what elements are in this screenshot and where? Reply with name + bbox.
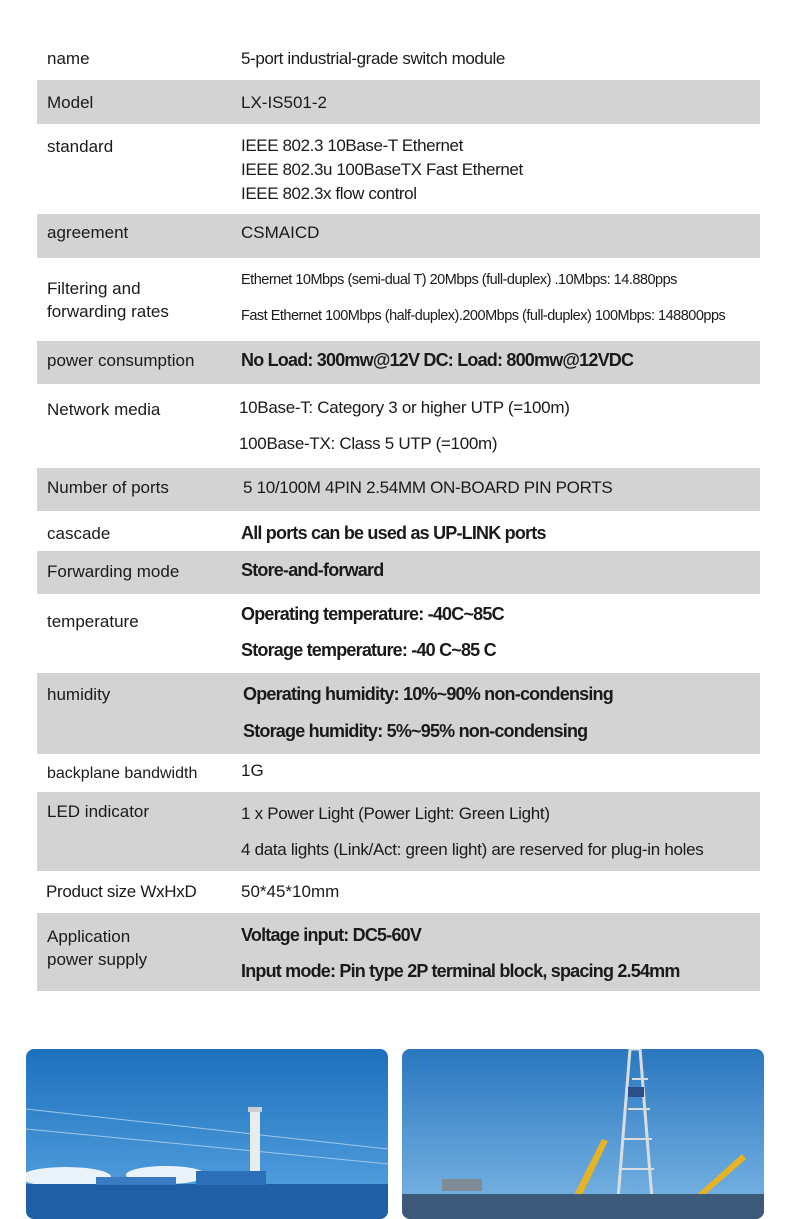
spec-row-led	[37, 792, 760, 871]
spec-value-line: 4 data lights (Link/Act: green light) are reserved for plug-in holes	[241, 840, 704, 859]
spec-label-line: Filtering and	[47, 279, 141, 298]
spec-value: CSMAICD	[241, 223, 320, 242]
spec-value-line: IEEE 802.3x flow control	[241, 184, 417, 203]
spec-value-line: Storage humidity: 5%~95% non-condensing	[243, 721, 588, 741]
spec-label: agreement	[47, 223, 129, 242]
spec-label: backplane bandwidth	[47, 765, 198, 782]
spec-row-backplane	[37, 755, 760, 791]
spec-label: power consumption	[47, 351, 195, 370]
spec-value-line: Ethernet 10Mbps (semi-dual T) 20Mbps (full-duplex) .10Mbps: 14.880pps	[241, 272, 677, 288]
spec-row-model	[37, 80, 760, 124]
spec-row-media	[37, 386, 760, 466]
spec-value: 5-port industrial-grade switch module	[241, 49, 505, 68]
spec-value: No Load: 300mw@12V DC: Load: 800mw@12VDC	[241, 350, 634, 370]
spec-row-ports	[37, 468, 760, 511]
spec-value-line: 100Base-TX: Class 5 UTP (=100m)	[239, 434, 498, 453]
spec-value-line: Operating humidity: 10%~90% non-condensing	[243, 684, 613, 704]
spec-row-size	[37, 872, 760, 912]
spec-value: All ports can be used as UP-LINK ports	[241, 523, 546, 543]
spec-label: Model	[47, 93, 94, 112]
spec-row-temperature	[37, 595, 760, 671]
spec-row-name	[37, 38, 760, 78]
spec-row-filtering	[37, 258, 760, 342]
spec-label-line: forwarding rates	[47, 302, 169, 321]
spec-label-line: power supply	[47, 950, 148, 969]
spec-row-agreement	[37, 214, 760, 258]
spec-value-line: Input mode: Pin type 2P terminal block, spacing 2.54mm	[241, 961, 680, 981]
spec-label-line: Application	[47, 927, 131, 946]
spec-row-standard	[37, 124, 760, 212]
spec-row-forwarding	[37, 551, 760, 594]
spec-value-line: IEEE 802.3u 100BaseTX Fast Ethernet	[241, 160, 523, 179]
spec-label: standard	[47, 137, 114, 156]
spec-value-line: IEEE 802.3 10Base-T Ethernet	[241, 136, 463, 155]
spec-label: name	[47, 49, 90, 68]
spec-value: 50*45*10mm	[241, 882, 340, 901]
spec-label: Network media	[47, 400, 161, 419]
oil-rig-photo	[402, 1049, 764, 1219]
spec-value: Store-and-forward	[241, 560, 384, 580]
factory-photo	[26, 1049, 388, 1219]
spec-label: Product size WxHxD	[46, 882, 197, 901]
spec-value-line: 10Base-T: Category 3 or higher UTP (=100m)	[239, 398, 570, 417]
spec-row-humidity	[37, 673, 760, 754]
spec-label: Forwarding mode	[47, 562, 180, 581]
spec-value-line: Voltage input: DC5-60V	[241, 925, 422, 945]
spec-value: 5 10/100M 4PIN 2.54MM ON-BOARD PIN PORTS	[243, 478, 613, 497]
spec-value-line: Fast Ethernet 100Mbps (half-duplex).200Mbps (full-duplex) 100Mbps: 148800pps	[241, 308, 726, 324]
spec-row-application	[37, 913, 760, 991]
spec-value-line: Operating temperature: -40C~85C	[241, 604, 504, 624]
spec-value: 1G	[241, 761, 264, 780]
spec-value: LX-IS501-2	[241, 93, 327, 112]
spec-label: cascade	[47, 524, 111, 543]
spec-row-cascade	[37, 513, 760, 551]
spec-label: temperature	[47, 612, 139, 631]
spec-row-power	[37, 341, 760, 384]
spec-value-line: 1 x Power Light (Power Light: Green Light)	[241, 804, 550, 823]
spec-label: LED indicator	[47, 802, 150, 821]
spec-value-line: Storage temperature: -40 C~85 C	[241, 640, 496, 660]
spec-label: Number of ports	[47, 478, 169, 497]
spec-label: humidity	[47, 685, 111, 704]
